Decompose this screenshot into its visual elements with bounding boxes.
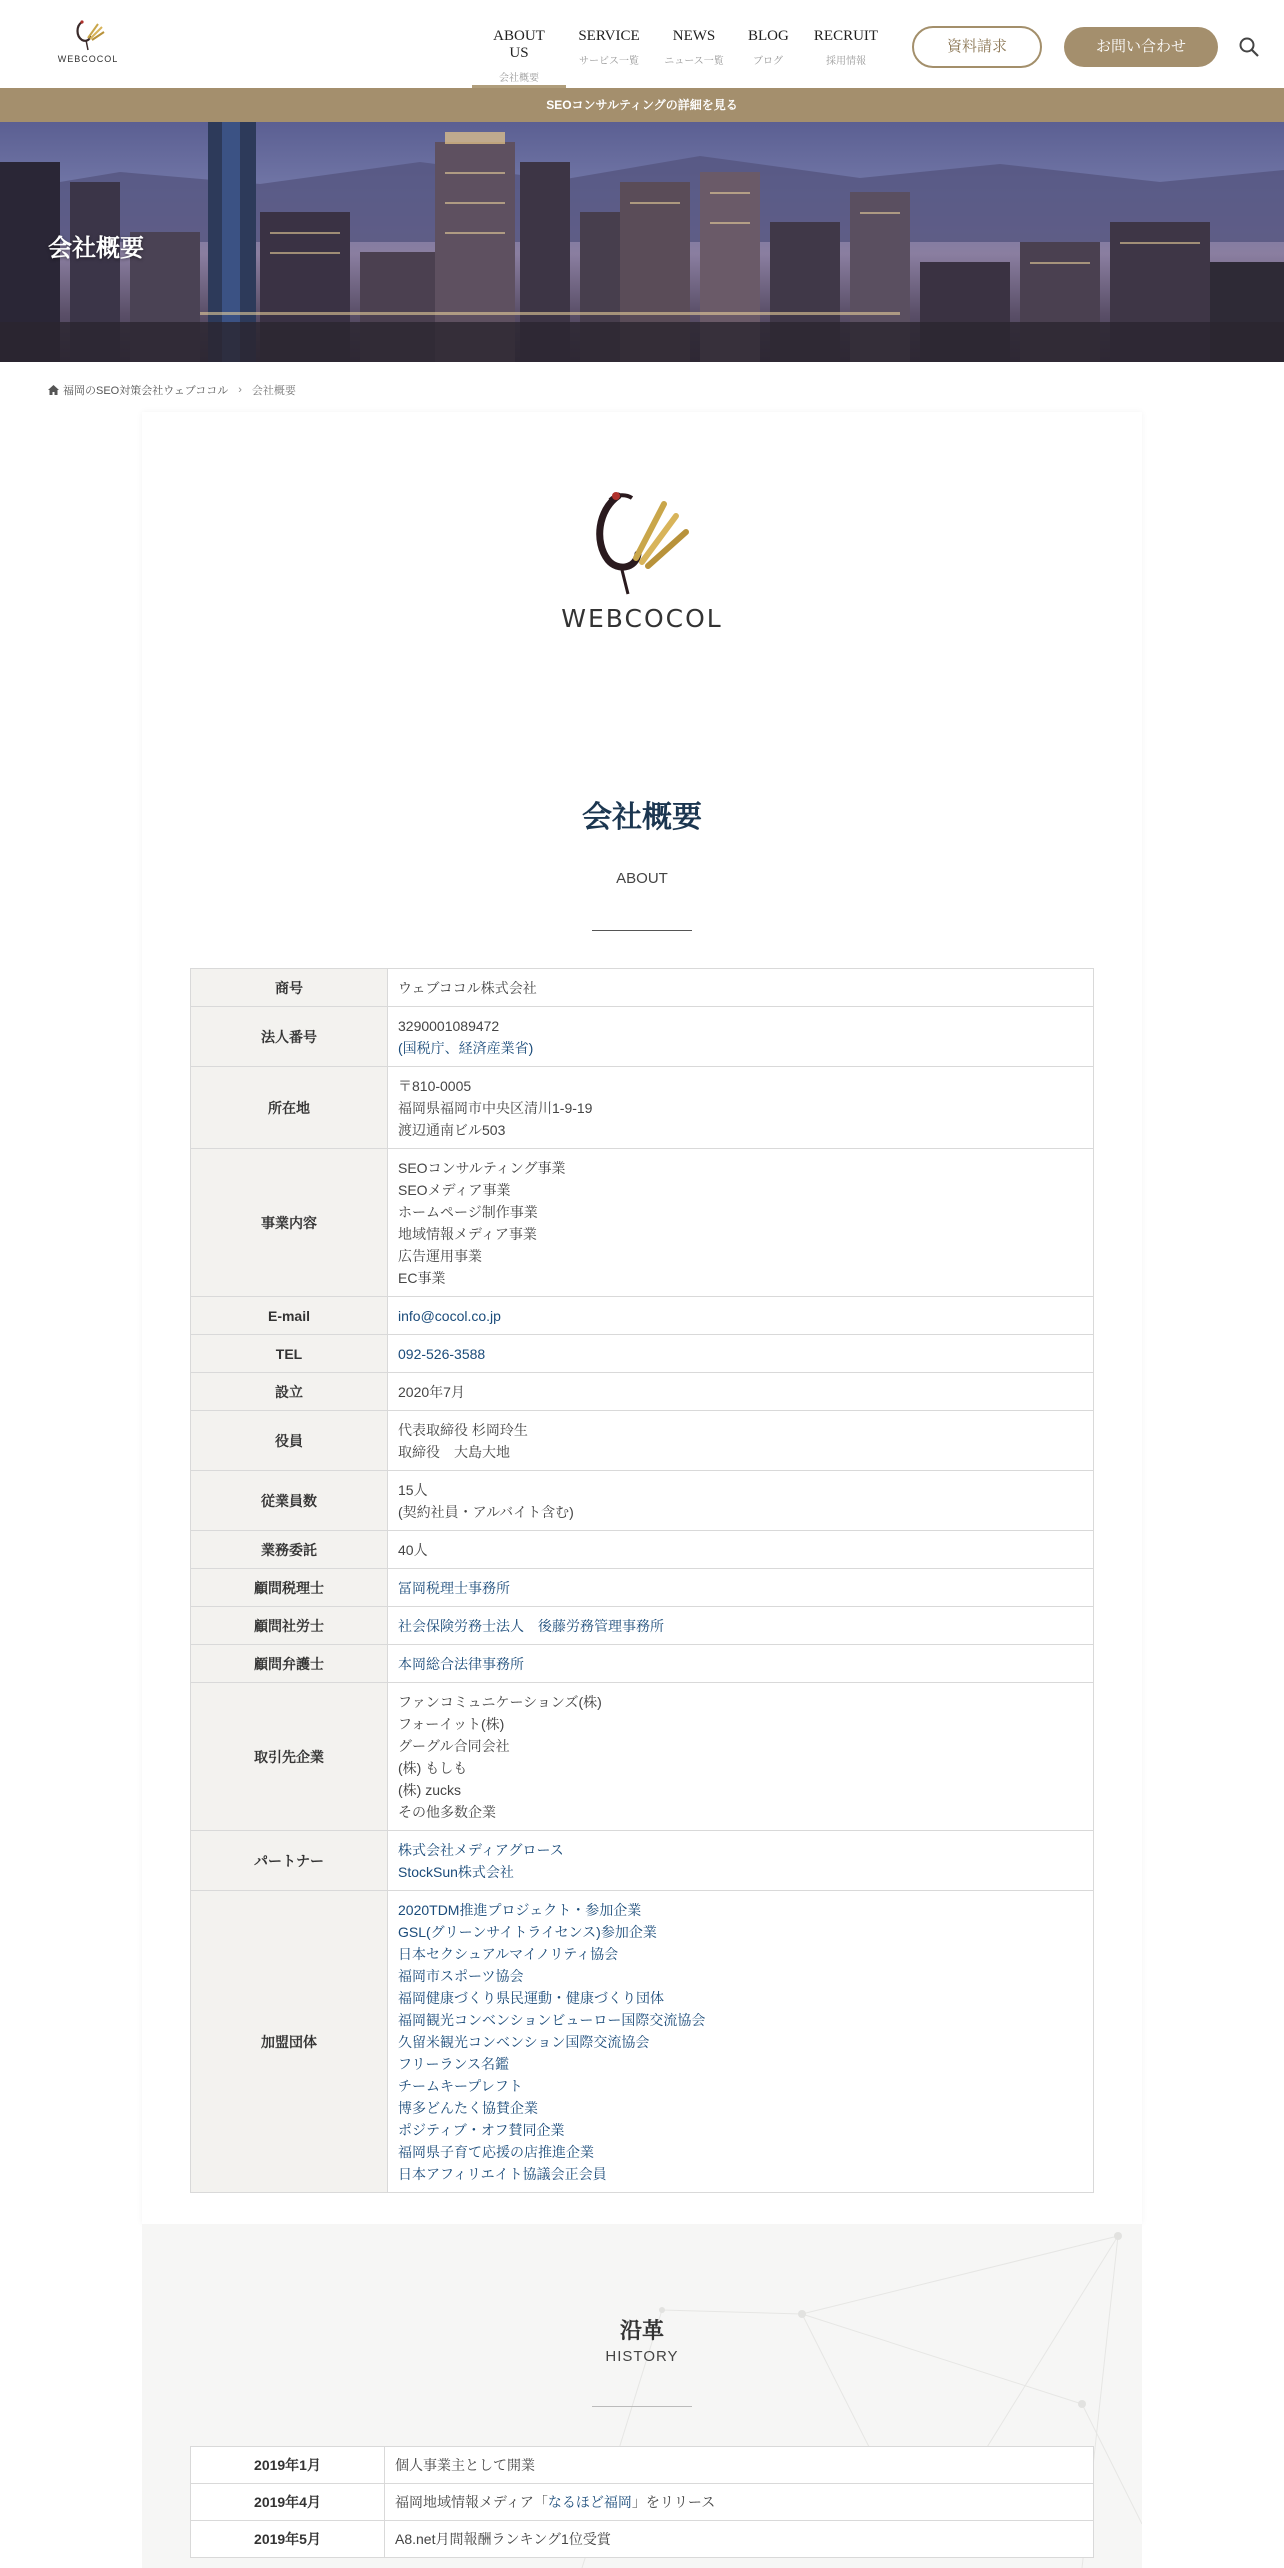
main-nav bbox=[472, 0, 892, 88]
info-label: 役員 bbox=[191, 1411, 388, 1471]
history-date: 2019年5月 bbox=[191, 2521, 385, 2558]
info-label: TEL bbox=[191, 1335, 388, 1373]
info-link[interactable]: 福岡健康づくり県民運動・健康づくり団体 bbox=[398, 1989, 664, 2006]
history-row bbox=[191, 2521, 1094, 2558]
info-link[interactable]: 福岡市スポーツ協会 bbox=[398, 1967, 524, 1984]
history-table bbox=[190, 2446, 1094, 2558]
breadcrumb-current: 会社概要 bbox=[251, 385, 296, 397]
about-subtitle: ABOUT bbox=[616, 870, 668, 887]
seo-consulting-banner[interactable]: SEOコンサルティングの詳細を見る bbox=[0, 88, 1284, 122]
nav-label: NEWS bbox=[672, 28, 716, 44]
info-label: 顧問弁護士 bbox=[191, 1645, 388, 1683]
info-text: ウェブココル株式会社 bbox=[398, 979, 537, 996]
info-row bbox=[191, 1607, 1094, 1645]
nav-label: ABOUT US bbox=[493, 28, 545, 61]
info-label: 顧問社労士 bbox=[191, 1607, 388, 1645]
info-row bbox=[191, 1831, 1094, 1891]
info-text: ファンコミュニケーションズ(株) bbox=[398, 1693, 602, 1710]
page-title: 会社概要 bbox=[48, 235, 144, 262]
info-row bbox=[191, 969, 1094, 1007]
info-text: 渡辺通南ビル503 bbox=[398, 1121, 506, 1138]
history-date: 2019年4月 bbox=[191, 2484, 385, 2521]
hero-banner bbox=[0, 122, 1284, 362]
info-link[interactable]: GSL(グリーンサイトライセンス)参加企業 bbox=[398, 1923, 657, 1940]
chevron-right-icon: › bbox=[238, 384, 242, 396]
info-row bbox=[191, 1471, 1094, 1531]
info-link[interactable]: 2020TDM推進プロジェクト・参加企業 bbox=[398, 1901, 642, 1918]
divider bbox=[592, 2406, 692, 2407]
nav-blog[interactable] bbox=[736, 0, 800, 88]
nav-sublabel: 会社概要 bbox=[499, 73, 539, 84]
info-text: 取締役 大島大地 bbox=[398, 1443, 510, 1460]
history-title: 沿革 bbox=[619, 2318, 664, 2343]
info-link[interactable]: 092-526-3588 bbox=[398, 1345, 486, 1362]
history-row bbox=[191, 2484, 1094, 2521]
info-text: 40人 bbox=[398, 1541, 428, 1558]
info-link[interactable]: フリーランス名鑑 bbox=[398, 2055, 510, 2072]
nav-sublabel: サービス一覧 bbox=[579, 56, 639, 67]
breadcrumb-home-link[interactable]: 福岡のSEO対策会社ウェブココル bbox=[63, 385, 229, 397]
history-date: 2019年1月 bbox=[191, 2447, 385, 2484]
info-link[interactable]: StockSun株式会社 bbox=[398, 1863, 514, 1880]
info-label: 所在地 bbox=[191, 1067, 388, 1149]
info-link[interactable]: 福岡観光コンベンションビューロー国際交流協会 bbox=[398, 2011, 706, 2028]
home-icon bbox=[48, 385, 59, 395]
nav-label: BLOG bbox=[748, 28, 789, 44]
about-title: 会社概要 bbox=[582, 801, 702, 834]
info-link[interactable]: 久留米観光コンベンション国際交流協会 bbox=[398, 2033, 650, 2050]
info-text: ホームページ制作事業 bbox=[398, 1203, 538, 1220]
history-subtitle: HISTORY bbox=[605, 2348, 679, 2365]
document-request-button[interactable]: 資料請求 bbox=[912, 26, 1042, 68]
city-skyline-image bbox=[0, 122, 1284, 362]
info-row bbox=[191, 1683, 1094, 1831]
logo-text: WEBCOCOL bbox=[57, 54, 119, 64]
history-row bbox=[191, 2447, 1094, 2484]
info-text: (契約社員・アルバイト含む) bbox=[398, 1503, 574, 1520]
search-icon[interactable] bbox=[1238, 36, 1260, 58]
info-label: 加盟団体 bbox=[191, 1891, 388, 2193]
info-value bbox=[388, 1067, 1094, 1149]
info-value bbox=[388, 1607, 1094, 1645]
nav-sublabel: ブログ bbox=[753, 56, 783, 67]
info-link[interactable]: 株式会社メディアグロース bbox=[398, 1841, 564, 1858]
history-event bbox=[385, 2447, 1094, 2484]
info-text: 広告運用事業 bbox=[398, 1247, 482, 1264]
info-label: 法人番号 bbox=[191, 1007, 388, 1067]
nav-label: SERVICE bbox=[578, 28, 640, 44]
info-text: (株) zucks bbox=[398, 1781, 461, 1798]
info-label: 従業員数 bbox=[191, 1471, 388, 1531]
info-text: 地域情報メディア事業 bbox=[398, 1225, 537, 1242]
nav-news[interactable] bbox=[652, 0, 736, 88]
info-value bbox=[388, 1831, 1094, 1891]
nav-about-us[interactable] bbox=[472, 0, 566, 88]
info-row bbox=[191, 1531, 1094, 1569]
company-info-table bbox=[190, 968, 1094, 2193]
info-value bbox=[388, 1891, 1094, 2193]
contact-button[interactable]: お問い合わせ bbox=[1064, 27, 1218, 67]
history-event bbox=[385, 2521, 1094, 2558]
info-label: 業務委託 bbox=[191, 1531, 388, 1569]
info-row bbox=[191, 1569, 1094, 1607]
info-link[interactable]: 福岡県子育て応援の店推進企業 bbox=[398, 2143, 594, 2160]
info-label: E-mail bbox=[191, 1297, 388, 1335]
info-link[interactable]: 冨岡税理士事務所 bbox=[398, 1579, 510, 1596]
info-value bbox=[388, 1373, 1094, 1411]
info-value bbox=[388, 1297, 1094, 1335]
info-text: EC事業 bbox=[398, 1269, 446, 1286]
breadcrumb bbox=[48, 382, 296, 398]
info-label: 顧問税理士 bbox=[191, 1569, 388, 1607]
info-value bbox=[388, 1569, 1094, 1607]
info-value bbox=[388, 1531, 1094, 1569]
info-text: フォーイット(株) bbox=[398, 1715, 505, 1732]
info-text: グーグル合同会社 bbox=[398, 1737, 510, 1754]
divider bbox=[592, 930, 692, 931]
info-value bbox=[388, 1149, 1094, 1297]
info-label: 商号 bbox=[191, 969, 388, 1007]
info-text: 2020年7月 bbox=[398, 1383, 465, 1400]
info-value bbox=[388, 969, 1094, 1007]
info-row bbox=[191, 1297, 1094, 1335]
nav-sublabel: 採用情報 bbox=[826, 56, 866, 67]
info-text: 〒810-0005 bbox=[398, 1077, 472, 1094]
info-value bbox=[388, 1645, 1094, 1683]
history-text: 福岡地域情報メディア「 bbox=[395, 2494, 548, 2510]
crane-logo-icon bbox=[68, 18, 108, 52]
info-link[interactable]: info@cocol.co.jp bbox=[398, 1307, 501, 1324]
info-link[interactable]: 本岡総合法律事務所 bbox=[398, 1655, 524, 1672]
info-link[interactable]: 日本セクシュアルマイノリティ協会 bbox=[398, 1945, 619, 1962]
info-text: 3290001089472 bbox=[398, 1017, 500, 1034]
site-logo[interactable] bbox=[56, 18, 120, 72]
info-text: 代表取締役 杉岡玲生 bbox=[398, 1421, 528, 1438]
info-label: 取引先企業 bbox=[191, 1683, 388, 1831]
info-text: SEOメディア事業 bbox=[398, 1181, 511, 1198]
info-text: その他多数企業 bbox=[398, 1803, 496, 1820]
info-link[interactable]: チームキープレフト bbox=[398, 2077, 523, 2094]
info-row bbox=[191, 1149, 1094, 1297]
brand-logo-text: WEBCOCOL bbox=[561, 604, 723, 633]
nav-service[interactable] bbox=[566, 0, 652, 88]
info-label: 設立 bbox=[191, 1373, 388, 1411]
nav-label: RECRUIT bbox=[813, 28, 879, 44]
info-link[interactable]: 博多どんたく協賛企業 bbox=[398, 2099, 538, 2116]
info-value bbox=[388, 1471, 1094, 1531]
info-text: 福岡県福岡市中央区清川1-9-19 bbox=[398, 1099, 593, 1116]
history-link[interactable]: なるほど福岡 bbox=[547, 2494, 632, 2510]
nav-sublabel: ニュース一覧 bbox=[664, 56, 724, 67]
info-link[interactable]: 社会保険労務士法人 後藤労務管理事務所 bbox=[398, 1617, 664, 1634]
history-text: 」をリリース bbox=[631, 2494, 716, 2510]
info-label: 事業内容 bbox=[191, 1149, 388, 1297]
info-row bbox=[191, 1067, 1094, 1149]
info-row bbox=[191, 1373, 1094, 1411]
info-row bbox=[191, 1335, 1094, 1373]
info-text: SEOコンサルティング事業 bbox=[398, 1159, 566, 1176]
info-value bbox=[388, 1411, 1094, 1471]
info-row bbox=[191, 1411, 1094, 1471]
info-row bbox=[191, 1645, 1094, 1683]
history-text: 個人事業主として開業 bbox=[395, 2457, 535, 2473]
info-link[interactable]: ポジティブ・オフ賛同企業 bbox=[398, 2121, 565, 2138]
info-link[interactable]: (国税庁、経済産業省) bbox=[398, 1039, 534, 1056]
info-value bbox=[388, 1683, 1094, 1831]
info-value bbox=[388, 1335, 1094, 1373]
info-text: 15人 bbox=[398, 1481, 428, 1498]
history-text: A8.net月間報酬ランキング1位受賞 bbox=[395, 2531, 611, 2547]
about-heading bbox=[0, 792, 1284, 836]
info-label: パートナー bbox=[191, 1831, 388, 1891]
info-row bbox=[191, 1007, 1094, 1067]
nav-recruit[interactable] bbox=[800, 0, 892, 88]
info-value bbox=[388, 1007, 1094, 1067]
site-header bbox=[0, 0, 1284, 88]
info-text: (株) もしも bbox=[398, 1759, 468, 1776]
info-link[interactable]: 日本アフィリエイト協議会正会員 bbox=[398, 2165, 607, 2182]
info-row bbox=[191, 1891, 1094, 2193]
history-event bbox=[385, 2484, 1094, 2521]
